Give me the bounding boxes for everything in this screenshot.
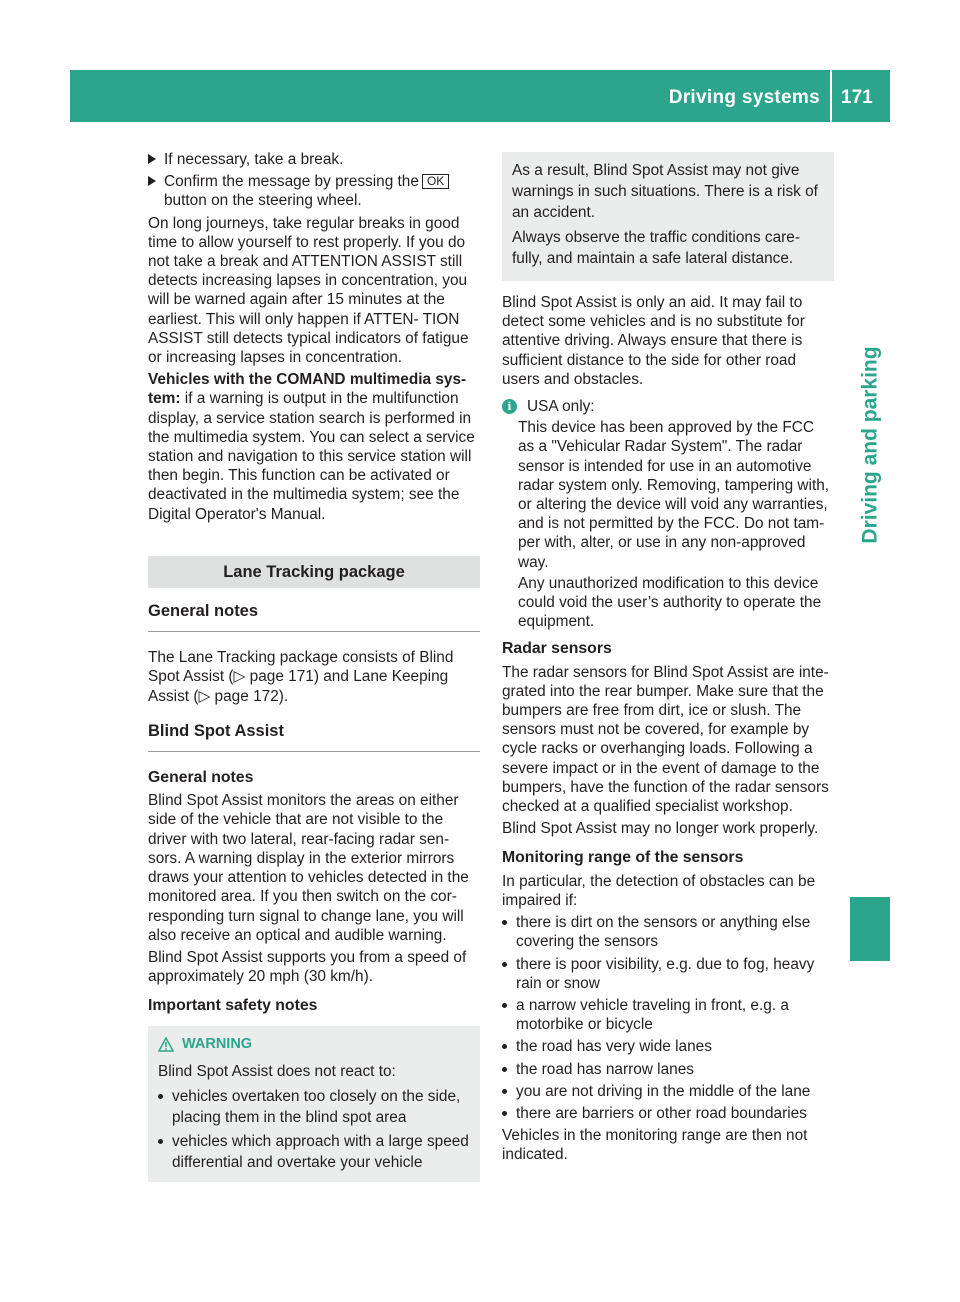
paragraph: Vehicles in the monitoring range are then not indicated. bbox=[502, 1127, 808, 1164]
info-paragraph: Any unauthorized modification to this device could void the user’s authority to operate the equipment. bbox=[518, 574, 822, 631]
list-item bbox=[502, 1082, 834, 1101]
list-item bbox=[502, 996, 834, 1034]
paragraph: On long journeys, take regular breaks in good time to allow yourself to rest properly. If you do not take a break and ATTENTION ASSIST still detects increasing lapses in concentration, you will be warned again after 15 minutes at the earliest. This will only happen if ATTEN- TION ASSIST still detects typical indicators of fatigue or increasing lapses in concentration. bbox=[148, 214, 469, 367]
step-item bbox=[148, 150, 480, 169]
heading-blind-spot-assist: Blind Spot Assist bbox=[148, 722, 480, 752]
bullet-icon bbox=[158, 1139, 163, 1144]
page-number: 171 bbox=[841, 87, 873, 108]
side-tab-label: Driving and parking bbox=[858, 346, 882, 544]
list-item-text: vehicles overtaken too closely on the side, placing them in the blind spot area bbox=[172, 1087, 461, 1126]
info-label: USA only: bbox=[527, 398, 595, 416]
paragraph: The Lane Tracking package consists of Blind Spot Assist (▷ page 171) and Lane Keeping Assist (▷ page 172). bbox=[148, 649, 454, 705]
warning-box-continued bbox=[502, 152, 834, 281]
subheading: Important safety notes bbox=[148, 997, 318, 1015]
paragraph bbox=[148, 370, 480, 524]
triangle-bullet-icon bbox=[148, 154, 156, 164]
list-item bbox=[158, 1086, 470, 1128]
list-item bbox=[502, 955, 834, 993]
paragraph-text: if a warning is output in the multifunction display, a service station search is performed in the multimedia system. You can select a service station and navigation to this service station will then begin. This function can be activated or deactivated in the multimedia system; see the Digital Operator's Manual. bbox=[148, 390, 475, 523]
heading-general-notes: General notes bbox=[148, 602, 480, 632]
list-item-text: the road has very wide lanes bbox=[516, 1038, 712, 1056]
step-text-cont: button on the steering wheel. bbox=[164, 192, 362, 210]
list-item-text: a narrow vehicle traveling in front, e.g. a motorbike or bicycle bbox=[516, 996, 789, 1034]
header-bar bbox=[70, 70, 890, 122]
paragraph: Blind Spot Assist supports you from a speed of approximately 20 mph (30 km/h). bbox=[148, 948, 467, 986]
list-item-text: there are barriers or other road boundaries bbox=[516, 1104, 807, 1122]
list-item-text: the road has narrow lanes bbox=[516, 1060, 694, 1078]
bullet-icon bbox=[502, 1111, 507, 1116]
bullet-icon bbox=[502, 1003, 507, 1008]
paragraph: The radar sensors for Blind Spot Assist are inte- grated into the rear bumper. Make sure that the bumpers are free from dirt, ice or slush. The sensors must not be covered, for example by cycle racks or overhanging loads. Following a severe impact or in the event of damage to the bumpers, have the function of the radar sensors checked at a qualified specialist workshop. bbox=[502, 663, 829, 816]
step-text: Confirm the message by pressing the bbox=[164, 173, 419, 191]
bullet-icon bbox=[502, 1089, 507, 1094]
list-item-text: there is poor visibility, e.g. due to fog, heavy rain or snow bbox=[516, 955, 815, 992]
list-item-text: there is dirt on the sensors or anything else covering the sensors bbox=[516, 914, 811, 951]
info-icon: i bbox=[502, 399, 517, 414]
warning-title bbox=[158, 1034, 470, 1055]
list-item bbox=[502, 1060, 834, 1079]
right-column bbox=[502, 152, 834, 1168]
list-item-text: vehicles which approach with a large speed differential and overtake your vehicle bbox=[172, 1132, 469, 1171]
left-column bbox=[148, 150, 480, 1182]
triangle-bullet-icon bbox=[148, 176, 156, 186]
warning-label: WARNING bbox=[182, 1035, 253, 1052]
info-body bbox=[502, 418, 834, 631]
bullet-icon bbox=[502, 1067, 507, 1072]
paragraph: Blind Spot Assist is only an aid. It may fail to detect some vehicles and is no substitute for attentive driving. Always ensure that there is sufficient distance to the side for other road users and obstacles. bbox=[502, 294, 805, 388]
warning-box bbox=[148, 1026, 480, 1182]
bullet-icon bbox=[158, 1094, 163, 1099]
ok-key-symbol: OK bbox=[422, 174, 449, 189]
list-item bbox=[502, 1037, 834, 1056]
info-paragraph: This device has been approved by the FCC as a "Vehicular Radar System". The radar sensor is intended for use in an automotive radar system only. Removing, tampering with, or altering the device will void any warranties, and is not permitted by the FCC. Do not tam- per with, alter, or use in any non-approved way. bbox=[518, 419, 830, 571]
subheading: Monitoring range of the sensors bbox=[502, 849, 744, 867]
warning-text: As a result, Blind Spot Assist may not give warnings in such situations. There is a risk of an accident. bbox=[512, 162, 818, 221]
info-note bbox=[502, 397, 834, 416]
paragraph: Blind Spot Assist may no longer work properly. bbox=[502, 820, 819, 838]
list-item-text: you are not driving in the middle of the lane bbox=[516, 1082, 811, 1100]
side-tab-marker bbox=[850, 897, 890, 961]
step-item bbox=[148, 172, 480, 210]
bold-lead: Vehicles with the COMAND multimedia sys- tem: bbox=[148, 371, 467, 408]
header-divider bbox=[830, 70, 832, 122]
subheading: General notes bbox=[148, 769, 254, 787]
paragraph: In particular, the detection of obstacles can be impaired if: bbox=[502, 872, 816, 909]
bullet-icon bbox=[502, 920, 507, 925]
chapter-title: Driving systems bbox=[668, 87, 820, 108]
list-item bbox=[158, 1131, 470, 1173]
bullet-icon bbox=[502, 1044, 507, 1049]
bullet-icon bbox=[502, 962, 507, 967]
list-item bbox=[502, 913, 834, 951]
subheading: Radar sensors bbox=[502, 640, 612, 658]
warning-triangle-icon bbox=[158, 1037, 174, 1052]
warning-intro: Blind Spot Assist does not react to: bbox=[158, 1062, 396, 1080]
warning-text: Always observe the traffic conditions care- fully, and maintain a safe lateral distance. bbox=[512, 229, 800, 267]
paragraph: Blind Spot Assist monitors the areas on either side of the vehicle that are not visible to the driver with two lateral, rear-facing radar sen- sors. A warning display in the exterior mirrors draws your attention to vehicles detected in the monitored area. If you then switch on the cor- responding turn signal to change lane, you will also receive an optical and audible warning. bbox=[148, 792, 469, 944]
section-heading: Lane Tracking package bbox=[148, 556, 480, 588]
step-text: If necessary, take a break. bbox=[164, 151, 344, 168]
list-item bbox=[502, 1104, 834, 1123]
